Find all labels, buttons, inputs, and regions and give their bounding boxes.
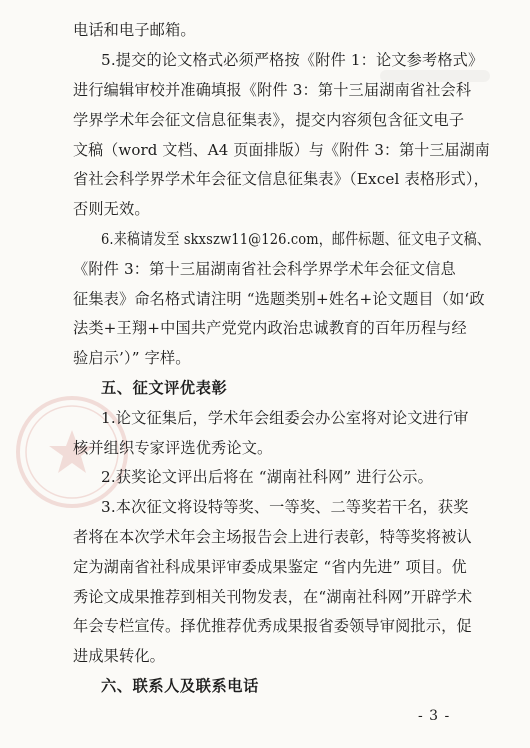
text-line-12: 验启示’）” 字样。	[73, 349, 191, 368]
text-line-22: 进成果转化。	[73, 647, 166, 666]
text-line-19: 定为湖南省社科成果评审委成果鉴定 “省内先进” 项目。优	[73, 557, 467, 576]
text-line-11: 法类+王翔+中国共产党党内政治忠诚教育的百年历程与经	[73, 319, 467, 338]
text-line-15: 核并组织专家评选优秀论文。	[73, 438, 273, 457]
text-line-21: 年会专栏宣传。择优推荐优秀成果报省委领导审阅批示，促	[73, 617, 472, 636]
text-line-6: 省社会科学界学术年会征文信息征集表》（Excel 表格形式），	[73, 170, 489, 189]
page-number: - 3 -	[418, 708, 451, 724]
text-line-4: 学界学术年会征文信息征集表》，提交内容须包含征文电子	[73, 110, 465, 129]
text-line-17: 3.本次征文将设特等奖、一等奖、二等奖若干名，获奖	[101, 498, 469, 517]
text-line-20: 秀论文成果推荐到相关刊物发表，在“湖南社科网”开辟学术	[73, 587, 473, 606]
text-line-10: 征集表》命名格式请注明 “选题类别+姓名+论文题目（如‘政	[73, 289, 485, 308]
text-line-3: 进行编辑审校并准确填报《附件 3：第十三届湖南省社会科	[73, 81, 472, 99]
text-line-7: 否则无效。	[73, 200, 150, 219]
text-line-1: 电话和电子邮箱。	[73, 21, 196, 40]
text-line-18: 者将在本次学术年会主场报告会上进行表彰，特等奖将被认	[73, 528, 472, 546]
section-heading-6: 六、联系人及联系电话	[101, 677, 259, 695]
text-line-5: 文稿（word 文档、A4 页面排版）与《附件 3：第十三届湖南	[73, 140, 490, 159]
text-line-2: 5.提交的论文格式必须严格按《附件 1：论文参考格式》	[101, 51, 484, 70]
text-line-8: 6.来稿请发至 skxszw11@126.com，邮件标题、征文电子文稿、	[101, 230, 490, 248]
section-heading-5: 五、征文评优表彰	[101, 379, 228, 397]
text-line-16: 2.获奖论文评出后将在 “湖南社科网” 进行公示。	[101, 468, 433, 487]
text-line-9: 《附件 3：第十三届湖南省社会科学界学术年会征文信息	[73, 259, 456, 278]
text-line-14: 1.论文征集后，学术年会组委会办公室将对论文进行审	[101, 408, 469, 427]
